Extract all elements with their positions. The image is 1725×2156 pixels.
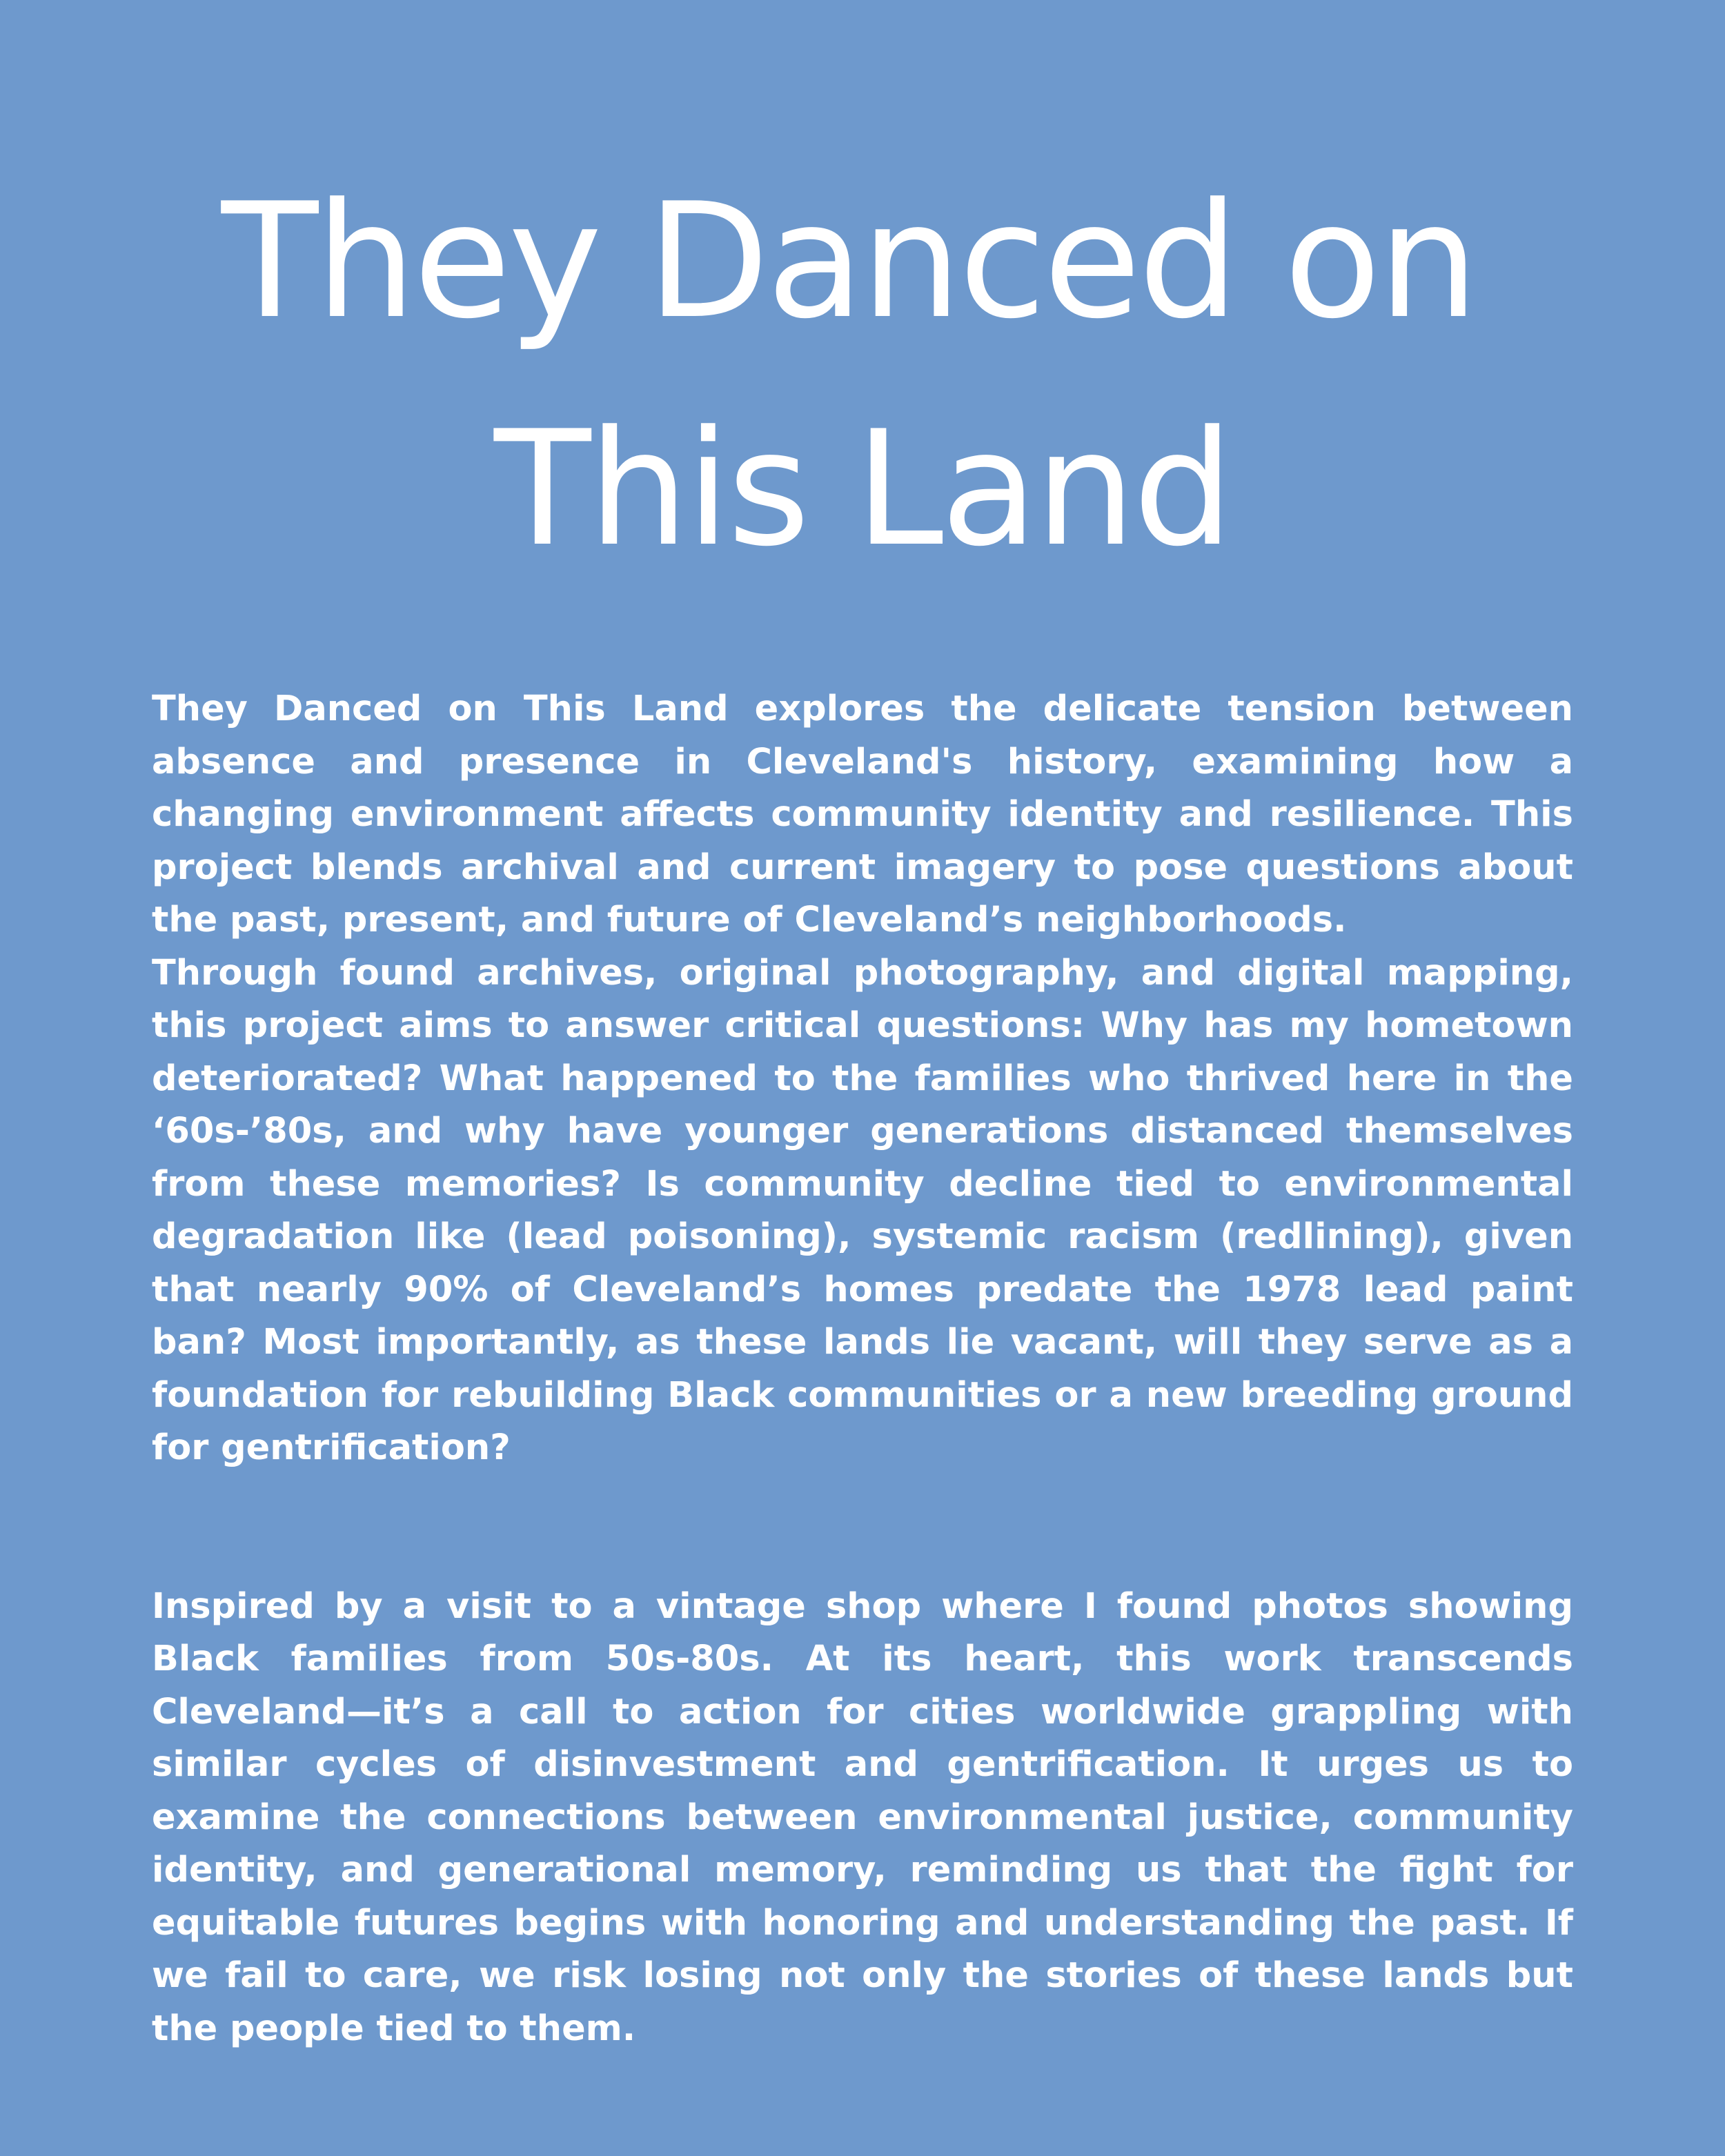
- paragraph-inspiration: Inspired by a visit to a vintage shop where I found photos showing Black families from 50s-80s. At its heart, this work transcends Cleveland—it’s a call to action for cities worldwide grappling with similar cycles of disinvestment and gentrification. It urges us to examine the connections between environmental justice, community identity, and generational memory, reminding us that the fight for equitable futures begins with honoring and understanding the past. If we fail to care, we risk losing not only the stories of these lands but the people tied to them.: [152, 1585, 1573, 2049]
- title-line-2: This Land: [494, 397, 1231, 582]
- paragraph-intro: They Danced on This Land explores the delicate tension between absence and presence in Cleveland's history, examining how a changing environment affects community identity and resilience. This project blends archival and current imagery to pose questions about the past, present, and future of Cleveland’s neighborhoods.: [152, 689, 1573, 940]
- paragraph-questions: Through found archives, original photography, and digital mapping, this project aims to answer critical questions: Why has my hometown deteriorated? What happened to the families who thrived here in the ‘60s-’80s, and why have younger generations distanced themselves from these memories? Is community decline tied to environmental degradation like (lead poisoning), systemic racism (redlining), given that nearly 90% of Cleveland’s homes predate the 1978 lead paint ban? Most importantly, as these lands lie vacant, will they serve as a foundation for rebuilding Black communities or a new breeding ground for gentrification?: [152, 952, 1573, 1468]
- body-text: [152, 683, 1573, 2055]
- title-line-1: They Danced on: [221, 170, 1477, 354]
- page-title: [0, 148, 1725, 604]
